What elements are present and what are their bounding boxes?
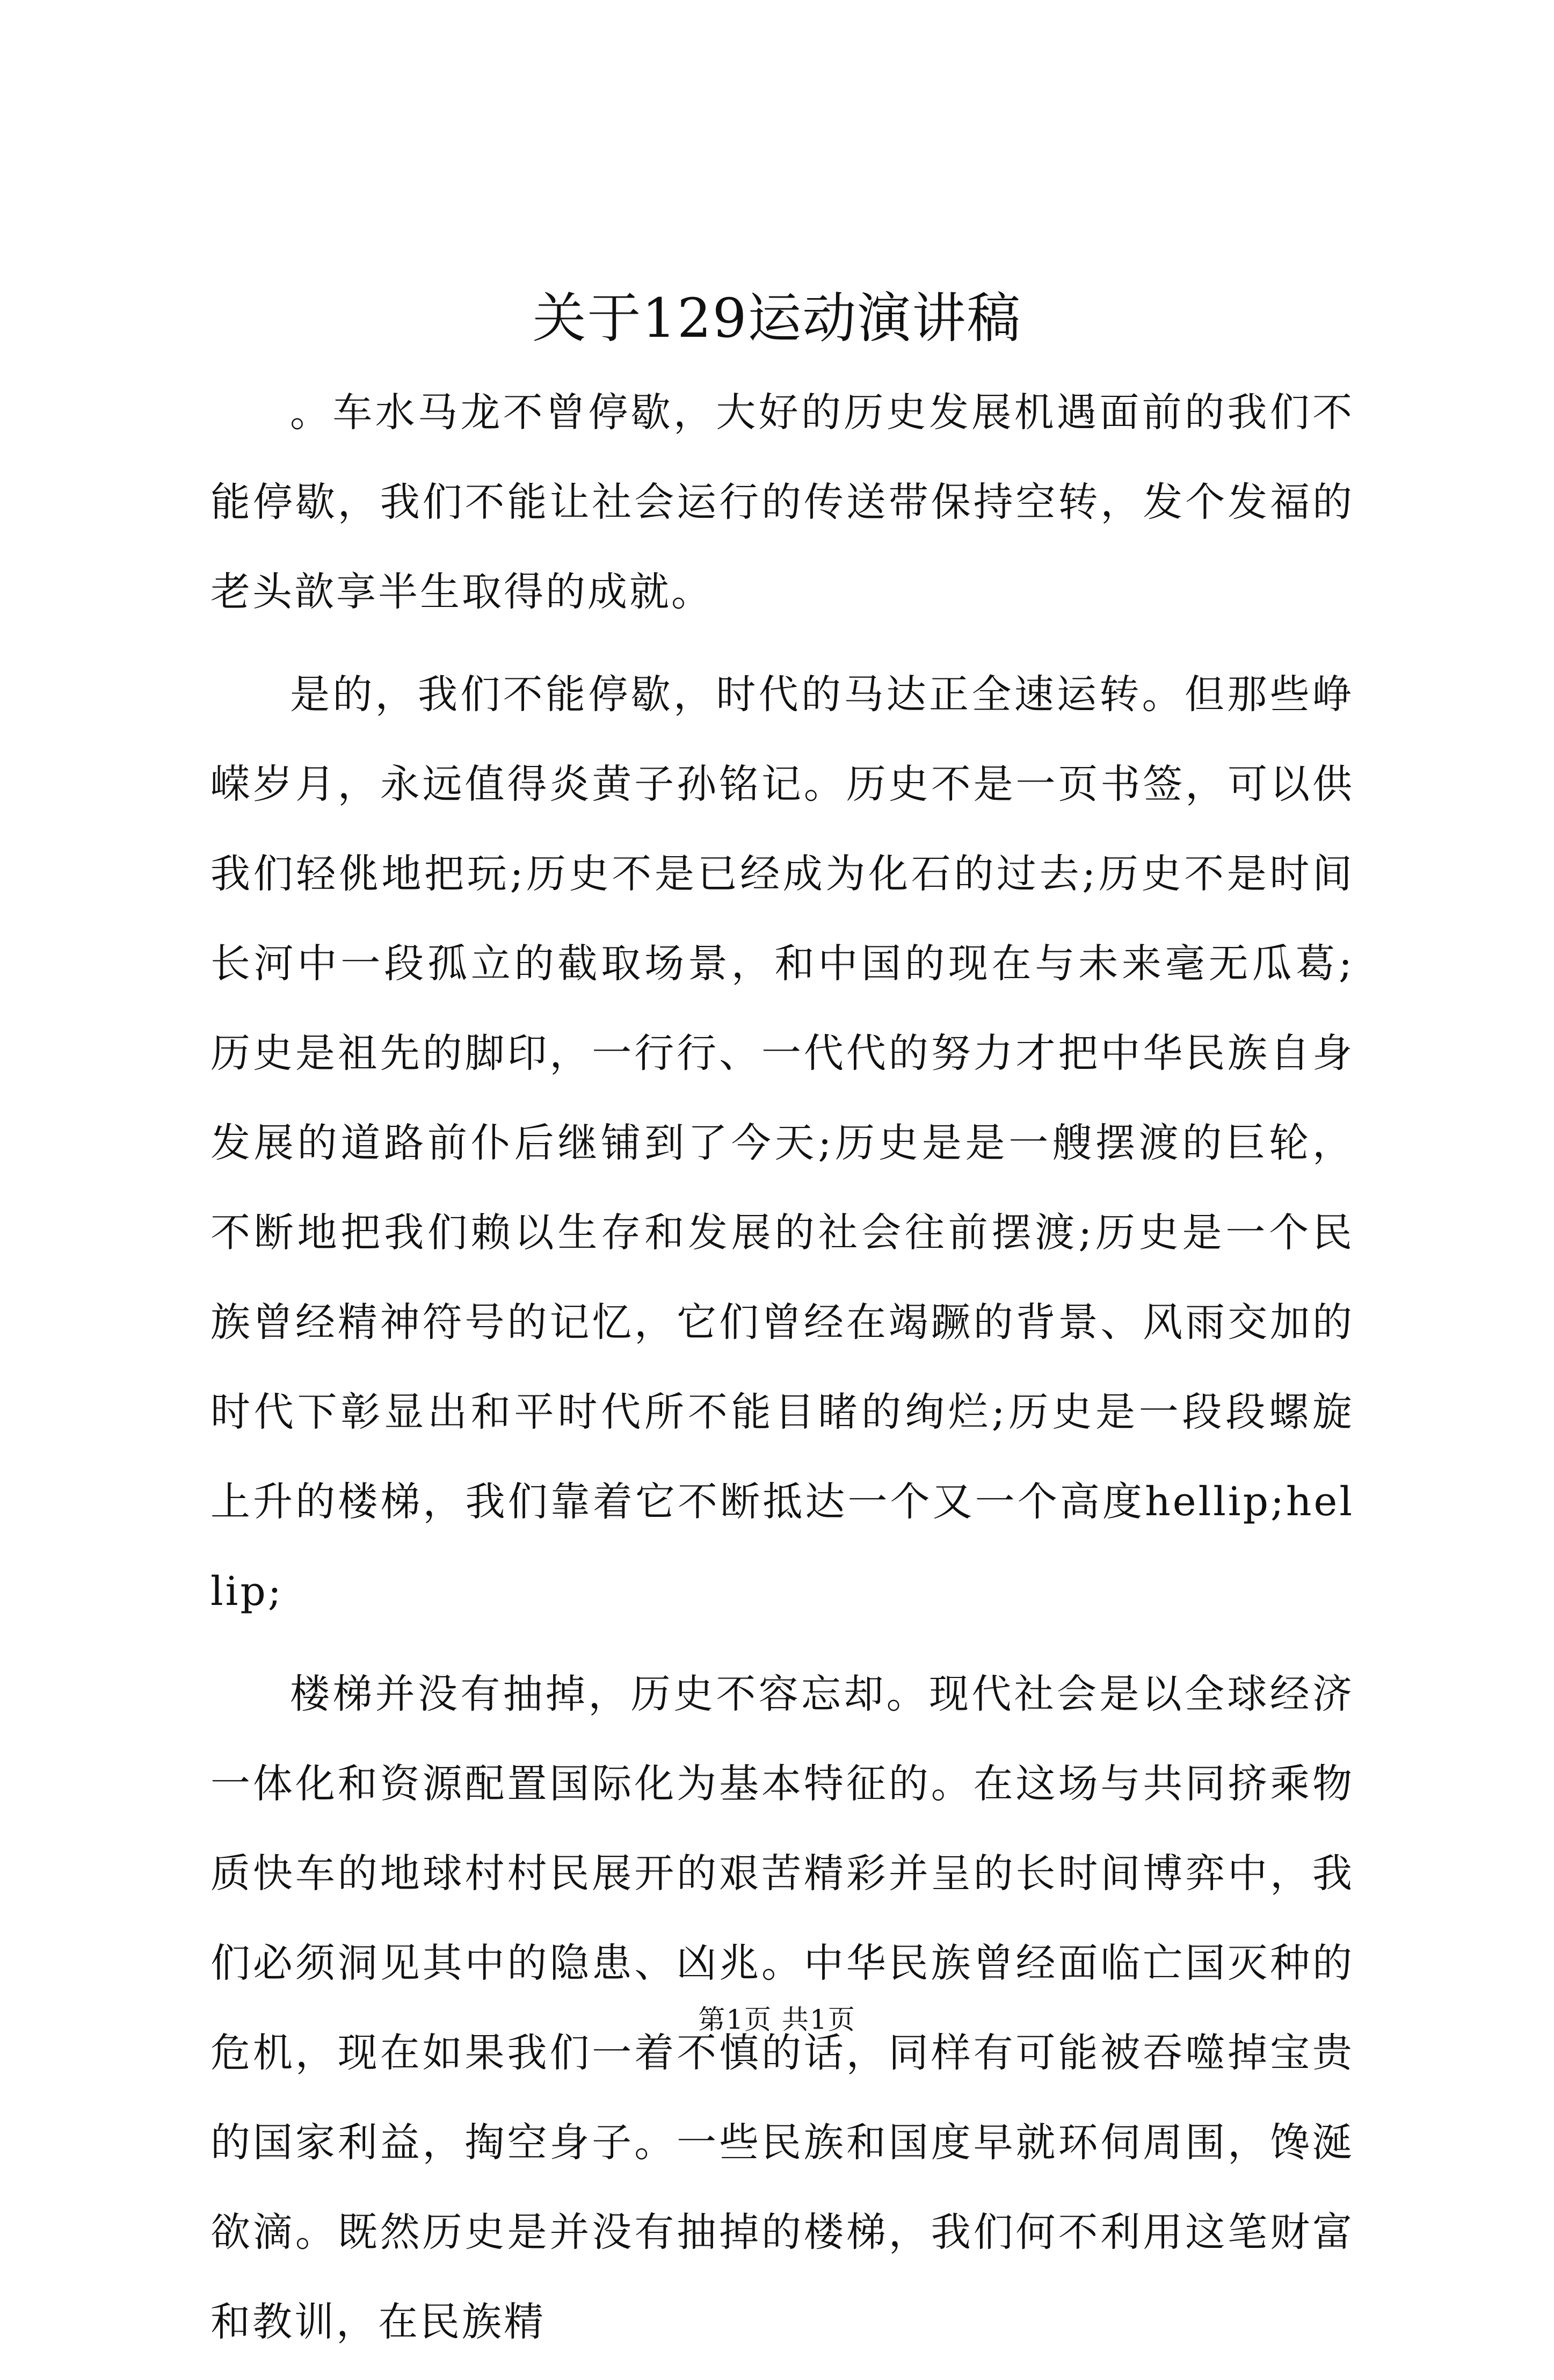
paragraph-1: 。车水马龙不曾停歇，大好的历史发展机遇面前的我们不能停歇，我们不能让社会运行的传送带保持空转，发个发福的老头歆享半生取得的成就。 bbox=[210, 389, 1354, 615]
paragraph-3: 楼梯并没有抽掉，历史不容忘却。现代社会是以全球经济一体化和资源配置国际化为基本特征的。在这场与共同挤乘物质快车的地球村村民展开的艰苦精彩并呈的长时间博弈中，我们必须洞见其中的隐患、凶兆。中华民族曾经面临亡国灭种的危机，现在如果我们一着不慎的话，同样有可能被吞噬掉宝贵的国家利益，掏空身子。一些民族和国度早就环伺周围，馋涎欲滴。既然历史是并没有抽掉的楼梯，我们何不利用这笔财富和教训，在民族精 bbox=[210, 1671, 1354, 2345]
paragraph-2: 是的，我们不能停歇，时代的马达正全速运转。但那些峥嵘岁月，永远值得炎黄子孙铭记。历史不是一页书签，可以供我们轻佻地把玩;历史不是已经成为化石的过去;历史不是时间长河中一段孤立的截取场景，和中国的现在与未来毫无瓜葛;历史是祖先的脚印，一行行、一代代的努力才把中华民族自身发展的道路前仆后继铺到了今天;历史是是一艘摆渡的巨轮，不断地把我们赖以生存和发展的社会往前摆渡;历史是一个民族曾经精神符号的记忆，它们曾经在竭蹶的背景、风雨交加的时代下彰显出和平时代所不能目睹的绚烂;历史是一段段螺旋上升的楼梯，我们靠着它不断抵达一个又一个高度hellip;hellip; bbox=[210, 671, 1354, 1615]
page-footer: 第1页 共1页 bbox=[698, 2004, 856, 2035]
document-body bbox=[210, 368, 1354, 2380]
document-title: 关于129运动演讲稿 bbox=[532, 287, 1022, 350]
